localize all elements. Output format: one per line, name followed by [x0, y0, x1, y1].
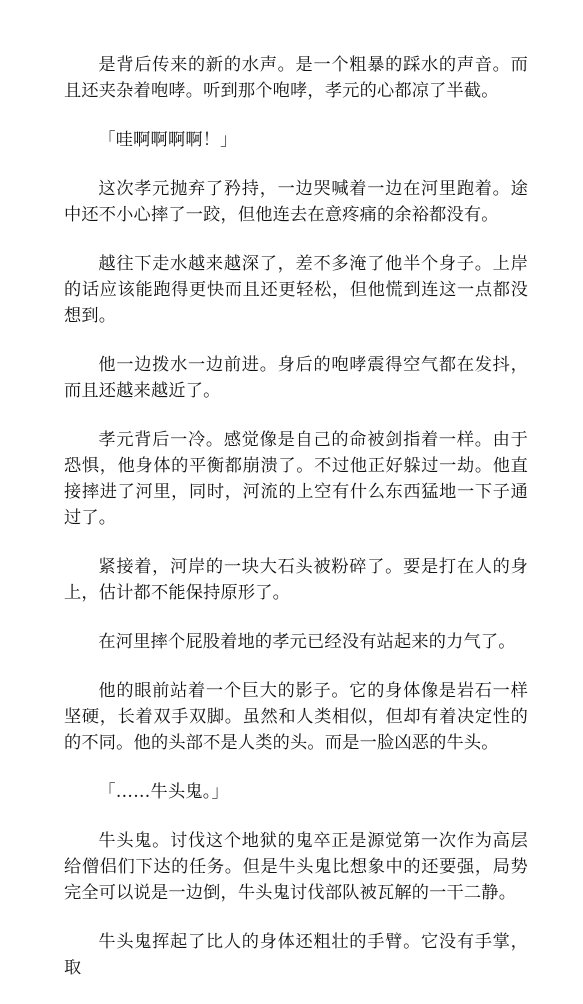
paragraph-6: 孝元背后一冷。感觉像是自己的命被剑指着一样。由于恐惧，他身体的平衡都崩溃了。不过他正好躲过一劫。他直接摔进了河里，同时，河流的上空有什么东西猛地一下子通过了。 — [64, 430, 528, 528]
paragraph-8: 在河里摔个屁股着地的孝元已经没有站起来的力气了。 — [98, 632, 516, 652]
paragraph-1: 是背后传来的新的水声。是一个粗暴的踩水的声音。而且还夹杂着咆哮。听到那个咆哮，孝元的心都凉了半截。 — [64, 55, 528, 101]
paragraph-12: 牛头鬼挥起了比人的身体还粗壮的手臂。它没有手掌，取 — [64, 932, 528, 978]
paragraph-4: 越往下走水越来越深了，差不多淹了他半个身子。上岸的话应该能跑得更快而且还更轻松，但他慌到连这一点都没想到。 — [64, 254, 528, 326]
paragraph-5: 他一边拨水一边前进。身后的咆哮震得空气都在发抖，而且还越来越近了。 — [64, 355, 528, 401]
paragraph-11: 牛头鬼。讨伐这个地狱的鬼卒正是源觉第一次作为高层给僧侣们下达的任务。但是牛头鬼比想象中的还要强，局势完全可以说是一边倒，牛头鬼讨伐部队被瓦解的一干二静。 — [64, 831, 528, 903]
paragraph-9: 他的眼前站着一个巨大的影子。它的身体像是岩石一样坚硬，长着双手双脚。虽然和人类相似，但却有着决定性的的不同。他的头部不是人类的头。而是一脸凶恶的牛头。 — [64, 681, 528, 753]
paragraph-10-dialogue: 「……牛头鬼。」 — [98, 782, 229, 802]
paragraph-2-dialogue: 「哇啊啊啊啊！」 — [98, 130, 238, 150]
paragraph-3: 这次孝元抛弃了矜持，一边哭喊着一边在河里跑着。途中还不小心摔了一跤，但他连去在意疼痛的余裕都没有。 — [64, 179, 528, 225]
document-body — [64, 52, 528, 1004]
paragraph-7: 紧接着，河岸的一块大石头被粉碎了。要是打在人的身上，估计都不能保持原形了。 — [64, 557, 528, 603]
